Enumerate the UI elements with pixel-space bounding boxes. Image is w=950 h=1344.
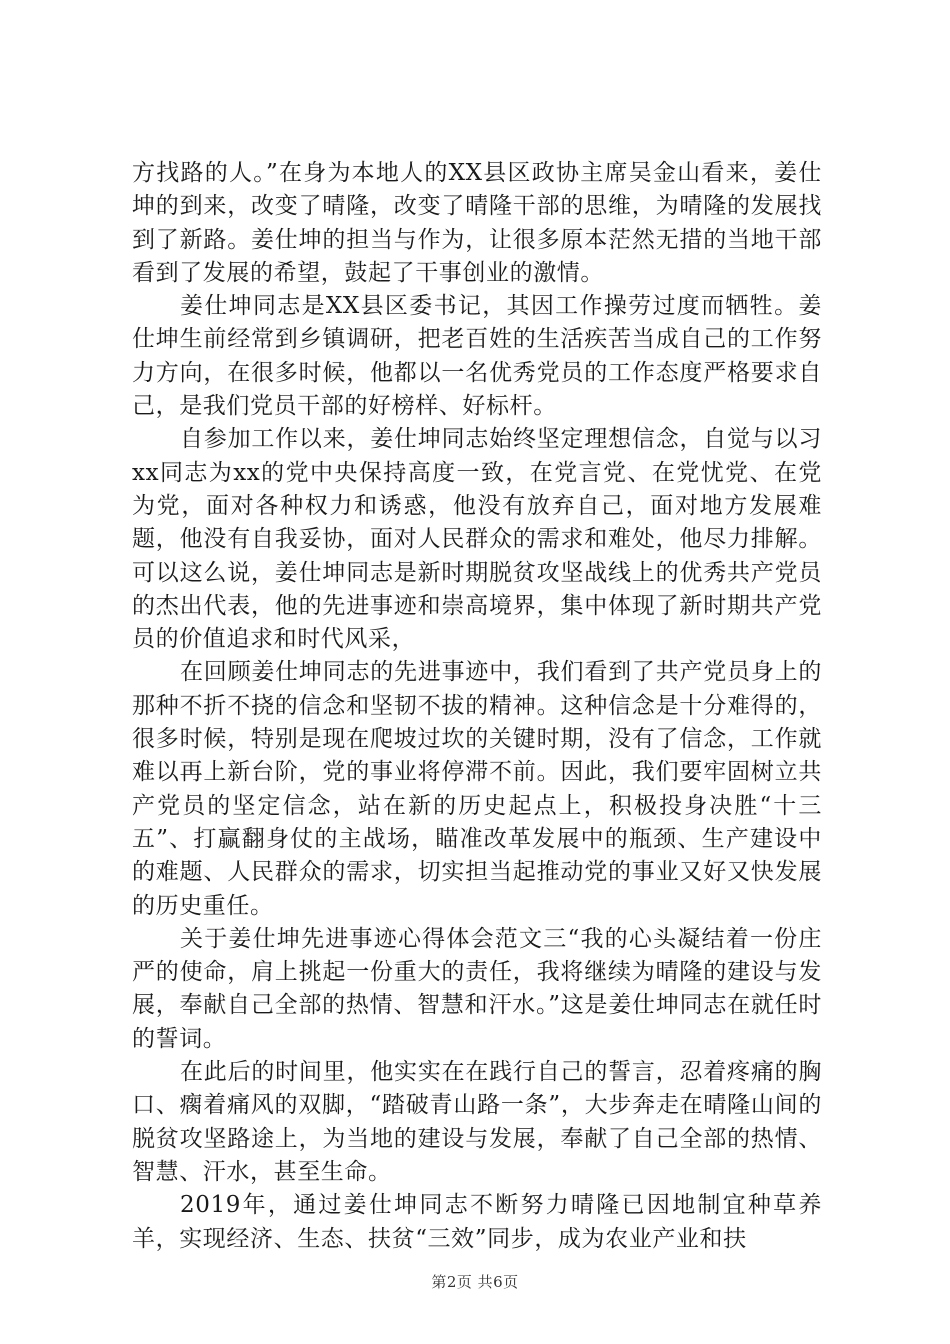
paragraph-4: 在回顾姜仕坤同志的先进事迹中，我们看到了共产党员身上的那种不折不挠的信念和坚韧不拔的精神。这种信念是十分难得的，很多时候，特别是现在爬坡过坎的关键时期，没有了信念，工作就难以再上新台阶，党的事业将停滞不前。因此，我们要牢固树立共产党员的坚定信念，站在新的历史起点上，积极投身决胜“十三五”、打赢翻身仗的主战场，瞄准改革发展中的瓶颈、生产建设中的难题、人民群众的需求，切实担当起推动党的事业又好又快发展的历史重任。 [132, 659, 822, 919]
paragraph-7: 2019年，通过姜仕坤同志不断努力晴隆已因地制宜种草养羊，实现经济、生态、扶贫“三效”同步，成为农业产业和扶 [132, 1192, 822, 1252]
paragraph-6: 在此后的时间里，他实实在在践行自己的誓言，忍着疼痛的胸口、瘸着痛风的双脚，“踏破青山路一条”，大步奔走在晴隆山间的脱贫攻坚路途上，为当地的建设与发展，奉献了自己全部的热情、智慧、汗水，甚至生命。 [132, 1059, 822, 1185]
paragraph-3: 自参加工作以来，姜仕坤同志始终坚定理想信念，自觉与以习xx同志为xx的党中央保持高度一致，在党言党、在党忧党、在党为党，面对各种权力和诱惑，他没有放弃自己，面对地方发展难题，他没有自我妥协，面对人民群众的需求和难处，他尽力排解。可以这么说，姜仕坤同志是新时期脱贫攻坚战线上的优秀共产党员的杰出代表，他的先进事迹和崇高境界，集中体现了新时期共产党员的价值追求和时代风采， [132, 426, 822, 653]
paragraph-1: 方找路的人。”在身为本地人的XX县区政协主席吴金山看来，姜仕坤的到来，改变了晴隆，改变了晴隆干部的思维，为晴隆的发展找到了新路。姜仕坤的担当与作为，让很多原本茫然无措的当地干部看到了发展的希望，鼓起了干事创业的激情。 [132, 160, 822, 286]
page-number-footer: 第2页 共6页 [431, 1273, 519, 1291]
paragraph-2: 姜仕坤同志是XX县区委书记，其因工作操劳过度而牺牲。姜仕坤生前经常到乡镇调研，把老百姓的生活疾苦当成自己的工作努力方向，在很多时候，他都以一名优秀党员的工作态度严格要求自己，是我们党员干部的好榜样、好标杆。 [132, 293, 822, 420]
paragraph-5: 关于姜仕坤先进事迹心得体会范文三“我的心头凝结着一份庄严的使命，肩上挑起一份重大的责任，我将继续为晴隆的建设与发展，奉献自己全部的热情、智慧和汗水。”这是姜仕坤同志在就任时的誓词。 [132, 925, 822, 1052]
document-body [132, 157, 822, 1256]
